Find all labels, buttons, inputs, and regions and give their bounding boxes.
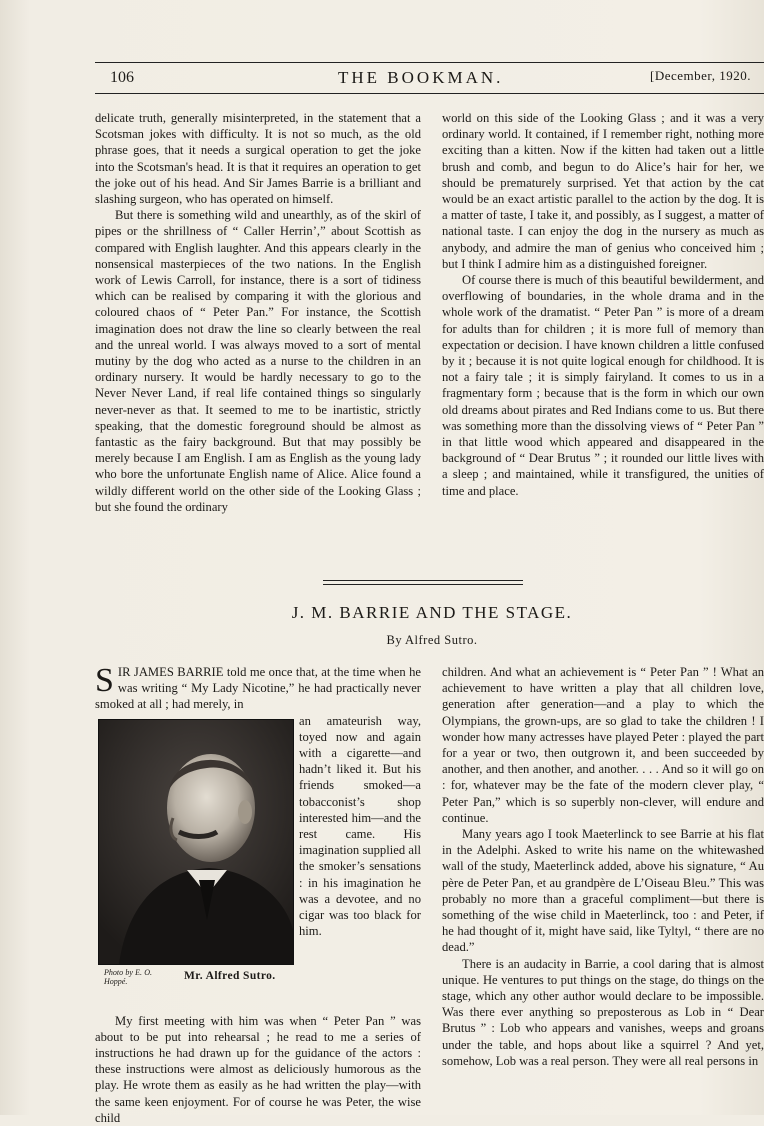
opening-text: IR JAMES BARRIE told me once that, at the time when he was writing “ My Lady Nicotine,” he had practically never smoked at all ; had merely, in <box>95 665 421 712</box>
header-rule-top <box>95 62 764 63</box>
article-left-column <box>95 664 421 1126</box>
author-photo-figure <box>98 717 292 1013</box>
photo-subject-name: Mr. Alfred Sutro. <box>184 969 276 982</box>
article-title: J. M. BARRIE AND THE STAGE. <box>291 603 573 622</box>
article-right-column <box>442 664 764 1069</box>
header-rule-bottom <box>95 93 764 94</box>
article-byline: By Alfred Sutro. <box>386 633 478 647</box>
prev-article-right-column <box>442 110 764 499</box>
paragraph: My first meeting with him was when “ Peter Pan ” was about to be put into rehearsal ; he read to me a series of instructions he had drawn up for the guidance of the actors : these instructions were almost as deliciously humorous as the play. He wrote them as easily as he had written the play—with the same keen enjoyment. For of course he was Peter, the wise child <box>95 1013 421 1125</box>
wrapped-text: an amateurish way, toyed now and again with a cigarette—and hadn’t liked it. But his friends smoked—a tobacconist’s shop interested him—and the rest came. His imagination supplied all the smoker’s sensations : in his imagination he was a devotee, and no cigar was too black for him. <box>299 713 421 939</box>
paragraph: children. And what an achievement is “ Peter Pan ” ! What an achievement to have written a play that all children love, generation after generation—and a play to which the Olympians, the grown-ups, are so glad to take the children ! I wonder how many actresses have played Peter : played the part for a year or two, then outgrown it, and been succeeded by another, and then another, and another. . . . And so it will go on : for, whatever may be the fate of the modern clever play, “ Peter Pan,” which is so superbly non-clever, will endure and continue. <box>442 665 764 825</box>
paragraph: Of course there is much of this beautiful bewilderment, and overflowing of boundaries, in the whole drama and in the whole work of the dramatist. “ Peter Pan ” is more of a dream for adults than for children ; it is more full of memory than expectation or decision. I have known children a little confused by it ; because it is not quite logical enough for childhood. It is not a fairy tale ; it is simply fairyland. It comes to us in a fragmentary form ; because that is the form in which our own old dreams about pirates and Red Indians come to us. But there was something more than the dissolving views of “ Peter Pan ” in that little wood which appeared and disappeared in the background of “ Dear Brutus ” ; it rounded our little lives with a sleep ; and maintained, while it transfigured, the unities of time and place. <box>442 273 764 498</box>
portrait-illustration <box>99 720 293 964</box>
paragraph: world on this side of the Looking Glass ; and it was a very ordinary world. It contained, if I remember right, nothing more exciting than a kitten. Now if the kitten had taken out a little brush and comb, and begun to do Alice’s hair for her, we should be prematurely surprised. Yet that action by the cat would be an exact artistic parallel to the action by the dog. It is a matter of taste, I take it, and possibly, as I suggest, a matter of national taste. I can enjoy the dog in the nursery as much as anybody, and admire the man of genius who conceived him ; but I think I admire him as a distinguished foreigner. <box>442 111 764 271</box>
page-number: 106 <box>110 69 134 86</box>
photo-caption <box>100 966 292 992</box>
paragraph: But there is something wild and unearthly, as of the skirl of pipes or the shrillness of “ Caller Herrin’,” about Scottish as compared with English laughter. And this appears clearly in the nonsensical masterpieces of the two nations. In the English work of Lewis Carroll, for instance, there is a sort of tidiness which can be realised by comparing it with the glorious and coloured chaos of “ Peter Pan.” For instance, the Scottish imagination does not draw the line so clearly between the real and the unreal world. I was always moved to a sort of mental mutiny by the dog who acted as a nurse to the children in an ordinary nursery. It would be hardly necessary to go to the Never Never Land, if real life contained things so singularly never-never as that. It seemed to me to be inartistic, strictly speaking, that the domestic foreground should be almost as fantastic as the fairy background. But that may possibly be merely because I am English. I am as English as the young lady who bore the unfortunate English name of Alice. Alice found a wildly different world on the other side of the Looking Glass ; but she found the ordinary <box>95 208 421 514</box>
section-divider <box>323 584 523 585</box>
photo-credit: Photo by E. O. Hoppé. <box>104 967 152 986</box>
prev-article-left-column <box>95 110 421 515</box>
magazine-title: THE BOOKMAN. <box>338 68 504 87</box>
drop-cap: S <box>95 662 114 699</box>
paragraph: delicate truth, generally misinterpreted, in the statement that a Scotsman jokes with difficulty. It is not so much, as the old phrase goes, that it needs a surgical operation to get the joke into the Scotsman's head. It is that it requires an operation to get the joke out of his head. And Sir James Barrie is a brilliant and slashing surgeon, who has operated on himself. <box>95 111 421 207</box>
section-divider <box>323 580 523 581</box>
issue-date: [December, 1920. <box>650 68 751 83</box>
author-photo <box>98 719 294 965</box>
paragraph: There is an audacity in Barrie, a cool daring that is almost unique. He ventures to put things on the stage, do things on the stage, which any other author would declare to be impossible. Was there ever anything so preposterous as Lob in “ Dear Brutus ” : Lob who appears and vanishes, weeps and groans under the table, and hops about like a squirrel ? And yet, somehow, Lob was a real person. They were all real persons in <box>442 956 764 1068</box>
paragraph: Many years ago I took Maeterlinck to see Barrie at his flat in the Adelphi. Asked to write his name on the whitewashed wall of the study, Maeterlinck added, above his signature, “ Au père de Peter Pan, et au grandpère de L’Oiseau Bleu.” This was probably no more than a graceful compliment—but there is something of the wise child in Maeterlinck, too : and Peter, if he had thought of it, might have said, like Tyltyl, “ there are no dead.” <box>442 827 764 955</box>
